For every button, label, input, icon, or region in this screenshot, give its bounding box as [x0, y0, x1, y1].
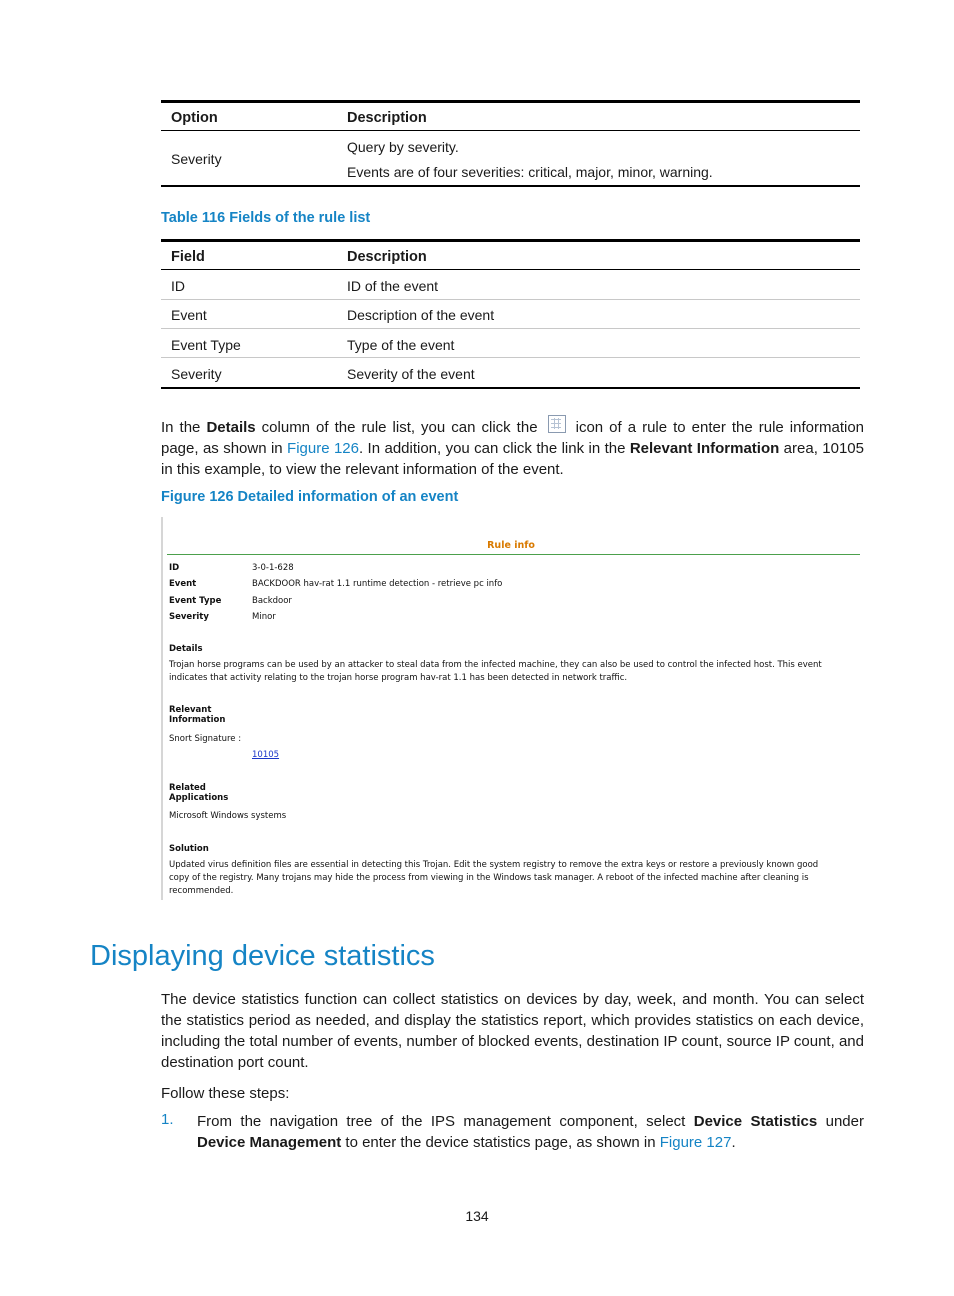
- description-header: Description: [347, 110, 427, 126]
- table-cell: ID of the event: [347, 278, 439, 294]
- table-top-rule: [161, 239, 860, 242]
- table-cell: Event: [171, 307, 207, 323]
- figure-126-link[interactable]: Figure 126: [287, 440, 359, 457]
- step-text: From the navigation tree of the IPS management component, select Device Statistics under Device Management to enter the device statistics page, as shown in Figure 127.: [197, 1113, 864, 1151]
- table-bottom-rule: [161, 185, 860, 187]
- related-applications-label: Related Applications: [169, 783, 229, 803]
- related-applications-value: Microsoft Windows systems: [169, 811, 287, 821]
- table-top-rule: [161, 100, 860, 103]
- row-divider: [161, 357, 860, 358]
- section-heading: Displaying device statistics: [90, 940, 435, 972]
- event-value: BACKDOOR hav-rat 1.1 runtime detection - retrieve pc info: [252, 579, 503, 589]
- page-number: 134: [465, 1208, 489, 1224]
- details-label: Details: [169, 644, 203, 654]
- table-cell: Severity: [171, 366, 222, 382]
- table-cell: Type of the event: [347, 337, 455, 353]
- relevant-label: Relevant Information: [169, 705, 226, 725]
- id-value: 3-0-1-628: [252, 563, 294, 573]
- details-paragraph: In the Details column of the rule list, you can click the icon of a rule to enter the rule information page, as shown in Figure 126. In addition, you can click the link in the Relevant Information area, 10105 in this example, to view the relevant information of the event.: [161, 415, 864, 480]
- event-label: Event: [169, 579, 197, 589]
- row-divider: [161, 328, 860, 329]
- severity-label: Severity: [169, 612, 209, 622]
- severity-value: Minor: [252, 612, 276, 622]
- figure-left-border: [161, 517, 163, 900]
- snort-signature-label: Snort Signature :: [169, 734, 242, 744]
- table-header-rule: [161, 130, 860, 131]
- details-text: Trojan horse programs can be used by an attacker to steal data from the infected machine, they can also be used to control the infected host. This event indicates that activity relating to the trojan horse program hav-rat 1.1 has been detected in network traffic.: [169, 660, 822, 683]
- figure-127-link[interactable]: Figure 127: [659, 1134, 732, 1151]
- description-header: Description: [347, 249, 427, 265]
- details-grid-icon: [548, 415, 566, 433]
- description-cell-line1: Query by severity.: [347, 139, 459, 155]
- event-type-value: Backdoor: [252, 596, 292, 606]
- step-number: 1.: [161, 1111, 174, 1128]
- rule-info-figure: [161, 517, 861, 900]
- table-cell: Severity of the event: [347, 366, 475, 382]
- solution-text: Updated virus definition files are essential in detecting this Trojan. Edit the system registry to remove the extra keys or restore a previously known good copy of the registry. Many trojans may hide the process from viewing in the Windows task manager. A reboot of the infected machine after cleaning is recommended.: [169, 860, 819, 896]
- table-caption: Table 116 Fields of the rule list: [161, 210, 371, 226]
- table-cell: ID: [171, 278, 185, 294]
- option-cell: Severity: [171, 151, 222, 167]
- rule-info-title: Rule info: [487, 540, 535, 551]
- row-divider: [161, 299, 860, 300]
- table-cell: Description of the event: [347, 307, 495, 323]
- event-type-label: Event Type: [169, 596, 222, 606]
- field-header: Field: [171, 249, 205, 265]
- option-header: Option: [171, 110, 218, 126]
- rule-info-divider: [167, 554, 860, 555]
- table-bottom-rule: [161, 387, 860, 389]
- figure-caption: Figure 126 Detailed information of an event: [161, 489, 459, 505]
- description-cell-line2: Events are of four severities: critical, major, minor, warning.: [347, 164, 713, 180]
- table-header-rule: [161, 269, 860, 270]
- section-intro: The device statistics function can collect statistics on devices by day, week, and month. You can select the statistics period as needed, and display the statistics report, which provides statistics on each device, including the total number of events, number of blocked events, destination IP count, source IP count, and destination port count.: [161, 991, 864, 1071]
- table-cell: Event Type: [171, 337, 241, 353]
- solution-label: Solution: [169, 844, 209, 854]
- id-label: ID: [169, 563, 180, 573]
- snort-signature-link[interactable]: 10105: [252, 750, 280, 760]
- follow-steps-text: Follow these steps:: [161, 1085, 290, 1102]
